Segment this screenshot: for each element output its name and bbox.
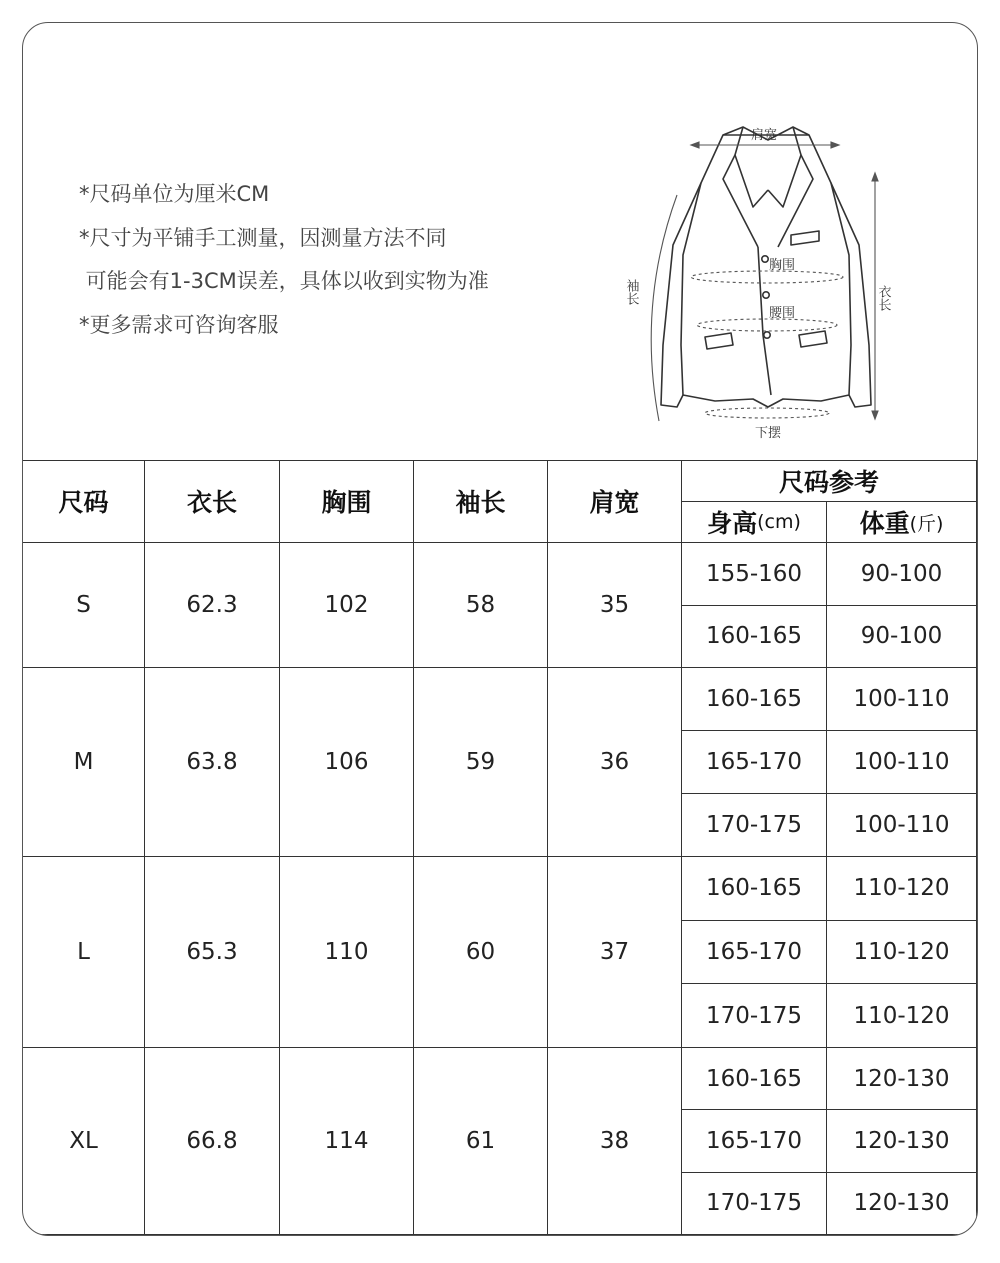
cell-size: S [23,543,145,668]
cell-chest: 106 [280,668,414,857]
cell-weight-range: 120-130 [827,1110,977,1172]
cell-height-range: 160-165 [682,668,827,731]
cell-weight-range: 110-120 [827,921,977,985]
header-weight [827,502,977,543]
note-line: *更多需求可咨询客服 [79,312,279,337]
cell-weight-range: 100-110 [827,731,977,794]
cell-height-range: 165-170 [682,921,827,985]
cell-height-range: 165-170 [682,731,827,794]
cell-height-range: 160-165 [682,857,827,921]
note-line: *尺寸为平铺手工测量，因测量方法不同 [79,225,447,250]
cell-weight-range: 90-100 [827,606,977,669]
cell-weight-range: 90-100 [827,543,977,606]
header-3: 袖长 [414,460,548,543]
cell-sleeve: 61 [414,1048,548,1235]
size-notes [79,173,489,347]
cell-sleeve: 59 [414,668,548,857]
waist-label: 腰围 [769,306,796,321]
cell-height-range: 165-170 [682,1110,827,1172]
cell-weight-range: 100-110 [827,668,977,731]
header-height [682,502,827,543]
cell-chest: 102 [280,543,414,668]
cell-size: M [23,668,145,857]
weight-unit: (斤) [909,512,944,535]
cell-chest: 114 [280,1048,414,1235]
cell-size: XL [23,1048,145,1235]
cell-shoulder: 35 [548,543,682,668]
shoulder-label: 肩宽 [751,128,778,143]
chest-label: 胸围 [769,258,796,273]
note-line: 可能会有1-3CM误差，具体以收到实物为准 [79,269,489,293]
sleeve-label: 袖长 [623,279,639,305]
cell-length: 65.3 [145,857,280,1048]
cell-sleeve: 58 [414,543,548,668]
cell-shoulder: 38 [548,1048,682,1235]
cell-weight-range: 120-130 [827,1048,977,1110]
cell-height-range: 170-175 [682,1173,827,1235]
cell-size: L [23,857,145,1048]
cell-shoulder: 36 [548,668,682,857]
header-1: 衣长 [145,460,280,543]
length-label: 衣长 [875,285,891,311]
height-unit: (cm) [757,511,801,533]
header-size-reference: 尺码参考 [682,460,977,502]
cell-weight-range: 110-120 [827,984,977,1048]
size-chart-card [22,22,978,1236]
cell-weight-range: 120-130 [827,1173,977,1235]
jacket-measurement-diagram [593,95,923,445]
header-4: 肩宽 [548,460,682,543]
cell-shoulder: 37 [548,857,682,1048]
cell-sleeve: 60 [414,857,548,1048]
header-2: 胸围 [280,460,414,543]
cell-height-range: 170-175 [682,984,827,1048]
header-0: 尺码 [23,460,145,543]
cell-weight-range: 110-120 [827,857,977,921]
cell-weight-range: 100-110 [827,794,977,857]
cell-chest: 110 [280,857,414,1048]
hem-label: 下摆 [755,426,782,441]
weight-label: 体重 [859,509,910,538]
note-line: *尺码单位为厘米CM [79,182,270,206]
height-label: 身高 [707,509,758,538]
cell-length: 66.8 [145,1048,280,1235]
cell-height-range: 170-175 [682,794,827,857]
cell-height-range: 155-160 [682,543,827,606]
cell-height-range: 160-165 [682,606,827,669]
cell-length: 62.3 [145,543,280,668]
cell-length: 63.8 [145,668,280,857]
cell-height-range: 160-165 [682,1048,827,1110]
